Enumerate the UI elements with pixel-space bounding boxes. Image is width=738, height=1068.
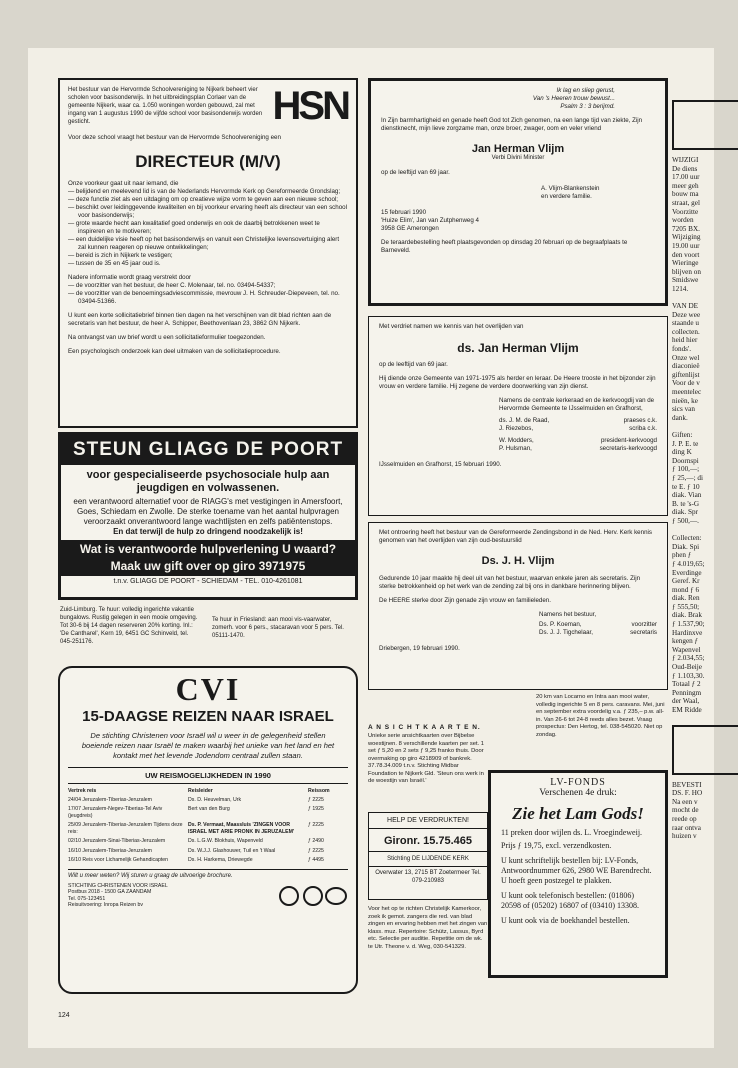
death2-namens: Namens de centrale kerkeraad en de kerkvoogdij van de Hervormde Gemeente te IJsselmuiden en Grafhorst, <box>499 397 655 412</box>
hsn-voorkeur: Onze voorkeur gaat uit naar iemand, die <box>68 180 179 187</box>
gliagg-banner-line1: Wat is verantwoorde hulpverlening U waard? <box>79 542 337 556</box>
signer-name: ds. J. M. de Raad, <box>499 417 550 424</box>
locarno-ad: 20 km van Locarno en Intra aan mooi water, volledig ingerichte 5 en 8 pers. caravans. Mei, juni en september extra voordelig v.a. ƒ 235,– p.w. all-in. Van 26-6 tot 24-8 reeds alles bezet. Vraag prospectus: Den Hertog, tel. 038-545020. Niet op zondag. <box>536 694 665 738</box>
table-row <box>68 848 348 855</box>
death1-name: Jan Herman Vlijm <box>471 143 565 155</box>
right-column-heading-box <box>672 100 738 150</box>
right-column-text-2: BEVESTI DS. F. HO Na een v mocht de reede op raar ontva huizen v <box>672 780 703 841</box>
ansicht-title: A N S I C H T K A A R T E N. <box>368 724 481 731</box>
table-row <box>68 806 348 819</box>
cell: 16/10 Reis voor Lichamelijk Gehandicapten <box>68 857 169 863</box>
lv-line4: U kunt ook telefonisch bestellen: (01806) 20598 of (05202) 16807 of (03410) 13308. <box>501 891 639 910</box>
verdrukten-giro: Gironr. 15.75.465 <box>383 835 473 847</box>
gliagg-footer: t.n.v. GLIAGG DE POORT - SCHIEDAM - TEL. 010-4261081 <box>113 578 303 585</box>
lv-sub: Verschenen 4e druk: <box>539 788 617 798</box>
hsn-intro: Het bestuur van de Hervormde Schoolvereniging te Nijkerk beheert vier scholen voor basisonderwijs. In het uitbreidingsplan Corlaer van de gemeente Nijkerk, waar ca. 1.050 woningen worden gebouwd, zal met ingang van 1 augustus 1990 de vijfde school voor basisonderwijs worden gesticht. <box>68 87 263 125</box>
death3-intro: Met ontroering heeft het bestuur van de Gereformeerde Zendingsbond in de Ned. Herv. Kerk kennis genomen van het overlijden van zijn oud-bestuurslid <box>379 529 652 544</box>
col-header: Reissom <box>308 788 330 794</box>
hsn-brief: U kunt een korte sollicitatiebrief binnen tien dagen na het verschijnen van dit blad richten aan de secretaris van het bestuur, de heer A. Schipper, Beethovenlaan 23, 3862 GN Nijkerk. <box>68 312 332 327</box>
death3-signers <box>539 621 657 637</box>
hsn-title: DIRECTEUR (M/V) <box>135 152 281 171</box>
psalm-motto: Ik lag en sliep gerust, Van 's Heeren trouw bewust... Psalm 3 : 3 berijmd. <box>532 87 615 110</box>
signer-role: secretaris <box>630 629 657 636</box>
lv-line2: Prijs ƒ 19,75, excl. verzendkosten. <box>501 841 612 850</box>
death2-name: ds. Jan Herman Vlijm <box>457 341 579 355</box>
death-notice-zendingsbond <box>368 522 668 690</box>
cell: 17/07 Jeruzalem-Negev-Tiberias-Tel Aviv (jeugdreis) <box>68 806 163 819</box>
cvi-table <box>68 788 348 864</box>
signer-role: scriba c.k. <box>629 425 657 432</box>
ansicht-body: Unieke serie ansichtkaarten over Bijbelse woestijnen. 8 verschillende kaarten per set. 1 set ƒ 5,20 en 2 sets ƒ 9,25 franko thuis. Door overmaking op giro 4218909 of bankrek. 37.78.34.009 t.n.v. Stichting Midbar Foundation te Nijkerk Gld. 'Steun ons werk in de woestijn van Israël.' <box>368 733 485 784</box>
req-item: — bereid is zich in Nijkerk te vestigen; <box>68 252 348 260</box>
req-item: — deze functie ziet als een uitdaging om op creatieve wijze vorm te geven aan een nieuwe school; <box>68 196 348 204</box>
table-row <box>68 838 348 845</box>
right-column-text: WIJZIGI De diens 17.00 uur meer geh bouw ma straat, gel Voorzitte worden 7205 BX. Wijziging 19.00 uur den voort Wieringe blijven on Smidswe 1214. VAN DE Deze wee staande u collecten. heid hier fonds'. Onze wel diaconieë giftenlijst Voor de v meentelec nieën, ke sics van dank. Giften: J. P. E. te ding K Doornspi ƒ 100,—; ƒ 25,—; di te E. ƒ 10 diak. Vian B. te 's-G diak. Spr ƒ 500,—. Collecten: Diak. Spi phen ƒ ƒ 4.019,65; Everdinge Geref. Kr mond ƒ 6 diak. Ren ƒ 555,50; diak. Brak ƒ 1.537,90; Hardinxve kengen ƒ Wapenvel ƒ 2.034,55; Oud-Beije ƒ 1.103,30. Totaal ƒ 2 Penningm der Waal, EM Ridde <box>672 156 705 714</box>
req-item: — tussen de 35 en 45 jaar oud is. <box>68 260 348 268</box>
cvi-address: STICHTING CHRISTENEN VOOR ISRAEL Postbus 2018 - 1500 GA ZAANDAM Tel. 075-123451 Reisuitvoering: Inropa Reizen bv <box>68 882 168 908</box>
death2-body: Hij diende onze Gemeente van 1971-1975 als herder en leraar. De Heere trooste in het bijzonder zijn vrouw en verdere familie. Hij zegene de verdere doorwerking van zijn dienst. <box>379 375 656 390</box>
lv-line3: U kunt schriftelijk bestellen bij: LV-Fonds, Antwoordnummer 626, 2980 WE Barendrecht. U hoeft geen postzegel te plakken. <box>501 856 652 885</box>
cell: ƒ 1925 <box>308 806 324 812</box>
hsn-logo: HSN <box>272 84 348 128</box>
travel-association-logos-icon <box>278 885 348 907</box>
cell: 24/04 Jeruzalem-Tiberias-Jeruzalem <box>68 796 152 803</box>
lv-line1: 11 preken door wijlen ds. L. Vroegindeweij. <box>501 828 643 837</box>
hsn-requirements <box>68 188 348 268</box>
req-item: — een duidelijke visie heeft op het basisonderwijs en vanuit een Christelijke levensovertuiging alert zal kunnen reageren op nieuwe ontwikkelingen; <box>68 236 348 252</box>
signer-name: J. Riezebos, <box>499 425 534 432</box>
cvi-israel-ad <box>58 666 358 994</box>
cell: Ds. W.J.J. Glashouwer, Tuil en 't Waal <box>188 847 276 854</box>
kamerkoor-ad: Voor het op te richten Christelijk Kamerkoor, zoek ik gemot. zangers die red. van blad zingen en ervaring hebben met het zingen van klass. muz. Repertoire: Schütz, Lassus, Byrd etc. Selectie per auditie. Repetitie om de wk. te Utr. Theone v. d. Weg, 030-541329. <box>368 906 488 950</box>
lv-fonds-ad <box>488 770 668 978</box>
right-column-cropped <box>672 100 738 940</box>
lv-header: LV-FONDS <box>550 777 606 788</box>
cell: 25/09 Jeruzalem-Tiberias-Jeruzalem Tijdens deze reis: <box>68 822 183 835</box>
req-item: — beschikt over leidinggevende kwaliteiten en bij voorkeur ervaring heeft als directeur van een school voor basisonderwijs; <box>68 204 348 220</box>
cvi-more: Wilt u meer weten? Wij sturen u graag de uitvoerige brochure. <box>68 869 348 879</box>
verdrukten-title: HELP DE VERDRUKTEN! <box>369 813 487 829</box>
cvi-logo: CVI <box>175 671 241 707</box>
death3-body: Gedurende 10 jaar maakte hij deel uit van het bestuur, waarvan enkele jaren als secretaris. Zijn sterke betrokkenheid op het werk van de zending zal bij ons in dankbare herinnering blijven. <box>379 575 641 590</box>
signer-role: president-kerkvoogd <box>600 437 657 444</box>
death2-place: IJsselmuiden en Grafhorst, 15 februari 1990. <box>379 461 502 468</box>
lv-title: Zie het Lam Gods! <box>512 804 644 823</box>
table-row <box>68 857 348 864</box>
hsn-psycho: Een psychologisch onderzoek kan deel uitmaken van de sollicitatieprocedure. <box>68 348 281 355</box>
gliagg-sub: voor gespecialiseerde psychosociale hulp aan jeugdigen en volwassenen. <box>86 469 330 494</box>
cell: ƒ 2490 <box>308 838 324 844</box>
cvi-intro: De stichting Christenen voor Israël wil u weer in de gelegenheid stellen boeiende reizen naar Israël te maken waarbij het unieke van het land en het kontakt met het levende Jodendom centraal zullen staan. <box>81 731 335 760</box>
death2-intro: Met verdriet namen we kennis van het overlijden van <box>379 323 524 330</box>
verdrukten-ad <box>368 812 488 900</box>
death1-burial: De teraardebestelling heeft plaatsgevonden op dinsdag 20 februari op de begraafplaats te Barneveld. <box>381 239 628 254</box>
gliagg-ad <box>58 432 358 600</box>
cvi-title: 15-DAAGSE REIZEN NAAR ISRAEL <box>82 708 334 725</box>
death2-signers <box>499 417 657 453</box>
page-number: 124 <box>58 1012 70 1019</box>
col-header: Vertrek reis <box>68 788 97 794</box>
signer-name: W. Modders, <box>499 437 534 444</box>
cell: Ds. H. Harkema, Driewegde <box>188 857 253 863</box>
hsn-vacancy-ad <box>58 78 358 428</box>
gliagg-banner <box>61 540 355 576</box>
cell: Ds. D. Heuvelman, Urk <box>188 796 242 803</box>
signer-role: voorzitter <box>631 621 657 628</box>
signer-role: secretaris-kerkvoogd <box>599 445 657 452</box>
gliagg-header: STEUN GLIAGG DE POORT <box>61 435 355 465</box>
signer-role: praeses c.k. <box>623 417 657 424</box>
right-column-heading-box-2 <box>672 725 738 775</box>
signer-name: Ds. P. Koeman, <box>539 621 582 628</box>
ansichtkaarten-ad <box>368 724 488 786</box>
cell: Bert van den Burg <box>188 806 230 812</box>
signer-name: P. Hulsman, <box>499 445 532 452</box>
friesland-ad: Te huur in Friesland: aan mooi vis-vaarwater, zomerh. voor 6 pers., stacaravan voor 5 pers. Tel. 05111-1470. <box>212 617 344 639</box>
death1-age: op de leeftijd van 69 jaar. <box>381 169 450 176</box>
col-header: Reisleider <box>188 788 213 794</box>
cell: Ds. L.G.W. Blokhuis, Wapenveld <box>188 838 263 844</box>
death3-place: Driebergen, 19 februari 1990. <box>379 645 460 652</box>
table-row <box>68 797 348 804</box>
cell: ƒ 4495 <box>308 857 324 863</box>
cell: 16/10 Jeruzalem-Tiberias-Jeruzalem <box>68 847 152 854</box>
hsn-info: Nadere informatie wordt graag verstrekt door <box>68 274 192 281</box>
contact-item: — de voorzitter van het bestuur, de heer C. Molenaar, tel. no. 03494-54337; <box>68 282 348 290</box>
req-item: — belijdend en meelevend lid is van de Nederlands Hervormde Kerk op Gereformeerde Grondslag; <box>68 188 348 196</box>
zuid-limburg-ad: Zuid-Limburg. Te huur: volledig ingerichte vakantie bungalows. Rustig gelegen in een mooie omgeving. Tot 30-6 bij 14 dagen reserveren 20% korting. Inl.: 'De Cantharel', Kern 19, 6451 GC Schinveld, tel. 045-251176. <box>60 607 198 645</box>
cvi-table-title: UW REISMOGELIJKHEDEN IN 1990 <box>68 767 348 784</box>
table-row <box>68 822 348 835</box>
death3-name: Ds. J. H. Vlijm <box>481 555 555 567</box>
death3-troost: De HEERE sterke door Zijn genade zijn vrouw en familieleden. <box>379 597 551 604</box>
signer-name: Ds. J. J. Tigchelaar, <box>539 629 593 636</box>
verdrukten-addr: Overwater 13, 2715 BT Zoetermeer Tel. 079-210983 <box>375 870 481 884</box>
cell: Ds. P. Vermaat, Maassluis 'ZINGEN VOOR ISRAEL MET ARIE PRONK IN JERUZALEM' <box>188 822 295 835</box>
hsn-formulier: Na ontvangst van uw brief wordt u een sollicitatieformulier toegezonden. <box>68 334 266 341</box>
death3-namens: Namens het bestuur, <box>539 611 597 618</box>
hsn-zoek: Voor deze school vraagt het bestuur van de Hervormde Schoolvereniging een <box>68 134 281 141</box>
hsn-contacts <box>68 282 348 306</box>
death1-family: A. Vlijm-Blankenstein en verdere familie. <box>541 185 600 200</box>
death1-title: Verbi Divini Minister <box>491 155 545 161</box>
gliagg-bold: En dat terwijl de hulp zo dringend noodzakelijk is! <box>113 527 303 536</box>
verdrukten-name: Stichting DE LIJDENDE KERK <box>369 851 487 867</box>
death1-addr: 15 februari 1990 'Huize Elim', Jan van Zutphenweg 4 3958 GE Amerongen <box>381 209 479 232</box>
death2-age: op de leeftijd van 69 jaar. <box>379 361 448 368</box>
death1-body: In Zijn barmhartigheid en genade heeft God tot Zich genomen, na een lange tijd van ziekte, Zijn dienstknecht, mijn lieve zorgzame man, onze broer, zwager, oom en veler vriend <box>381 117 643 132</box>
death-notice-family <box>368 78 668 306</box>
req-item: — grote waarde hecht aan kwalitatief goed onderwijs en ook de daarbij betrokkenen weet te inspireren en te motiveren; <box>68 220 348 236</box>
gliagg-body: een verantwoord alternatief voor de RIAGG's met vestigingen in Amersfoort, Goes, Schiedam en Zwolle. De sterke toename van het aantal hulpvragen veroorzaakt onverantwoord lange wachtlijsten en zelfs patiëntenstops. <box>73 497 343 526</box>
contact-item: — de voorzitter van de benoemingsadviescommissie, mevrouw J. H. Schreuder-Diepeveen, tel. no. 03494-51366. <box>68 290 348 306</box>
cell: ƒ 2225 <box>308 847 324 854</box>
lv-line5: U kunt ook via de boekhandel bestellen. <box>501 916 630 925</box>
cell: 02/10 Jeruzalem-Sinai-Tiberias-Jeruzalem <box>68 838 166 844</box>
cell: ƒ 2225 <box>308 822 324 828</box>
death-notice-ijsselmuiden <box>368 316 668 516</box>
gliagg-banner-line2: Maak uw gift over op giro 3971975 <box>110 559 306 573</box>
cell: ƒ 2225 <box>308 796 324 803</box>
